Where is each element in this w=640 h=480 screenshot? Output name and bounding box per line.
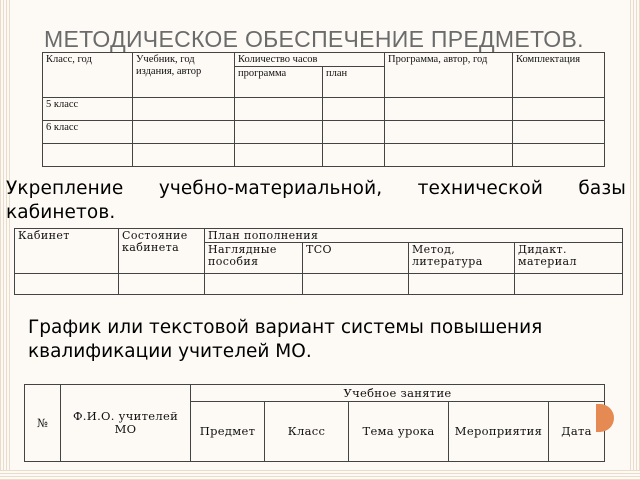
header-lesson: Учебное занятие <box>191 385 605 402</box>
page-title: МЕТОДИЧЕСКОЕ ОБЕСПЕЧЕНИЕ ПРЕДМЕТОВ. <box>44 26 584 52</box>
section-heading-qualification: График или текстовой вариант системы повышения квалификации учителей МО. <box>28 317 543 362</box>
row-label: 5 класс <box>43 97 133 120</box>
table-row <box>43 143 605 166</box>
header-program-author: Программа, автор, год <box>385 53 513 98</box>
left-frame-decoration <box>0 0 10 480</box>
header-state: Состояние кабинета <box>119 229 205 274</box>
header-cabinet: Кабинет <box>15 229 119 274</box>
qualification-schedule-table <box>24 384 605 462</box>
header-method-literature: Метод, литература <box>409 243 515 274</box>
header-class-year: Класс, год <box>43 53 133 98</box>
table-row <box>15 274 623 295</box>
header-program: программа <box>235 66 323 97</box>
cabinet-equipment-table <box>14 228 623 295</box>
header-number: № <box>25 385 61 462</box>
bottom-frame-decoration <box>0 470 640 480</box>
header-plan: План пополнения <box>205 229 623 243</box>
right-frame-decoration <box>630 0 640 480</box>
header-class: Класс <box>265 402 349 462</box>
row-label <box>43 143 133 166</box>
decorative-circle <box>596 404 614 432</box>
section-heading-equipment: Укрепление учебно-материальной, технической базы кабинетов. <box>6 178 626 223</box>
header-visual-aids: Наглядные пособия <box>205 243 303 274</box>
header-topic: Тема урока <box>349 402 449 462</box>
header-didactic: Дидакт. материал <box>515 243 623 274</box>
header-hours: Количество часов <box>235 53 385 67</box>
header-fio: Ф.И.О. учителей МО <box>61 385 191 462</box>
header-events: Мероприятия <box>449 402 549 462</box>
header-kit: Комплектация <box>513 53 605 98</box>
table-row <box>43 120 605 143</box>
row-label: 6 класс <box>43 120 133 143</box>
header-plan: план <box>323 66 385 97</box>
header-textbook: Учебник, год издания, автор <box>133 53 235 98</box>
table-row <box>43 97 605 120</box>
subjects-methodology-table <box>42 52 605 167</box>
header-tso: ТСО <box>303 243 409 274</box>
header-subject: Предмет <box>191 402 265 462</box>
header-date: Дата <box>549 402 605 462</box>
